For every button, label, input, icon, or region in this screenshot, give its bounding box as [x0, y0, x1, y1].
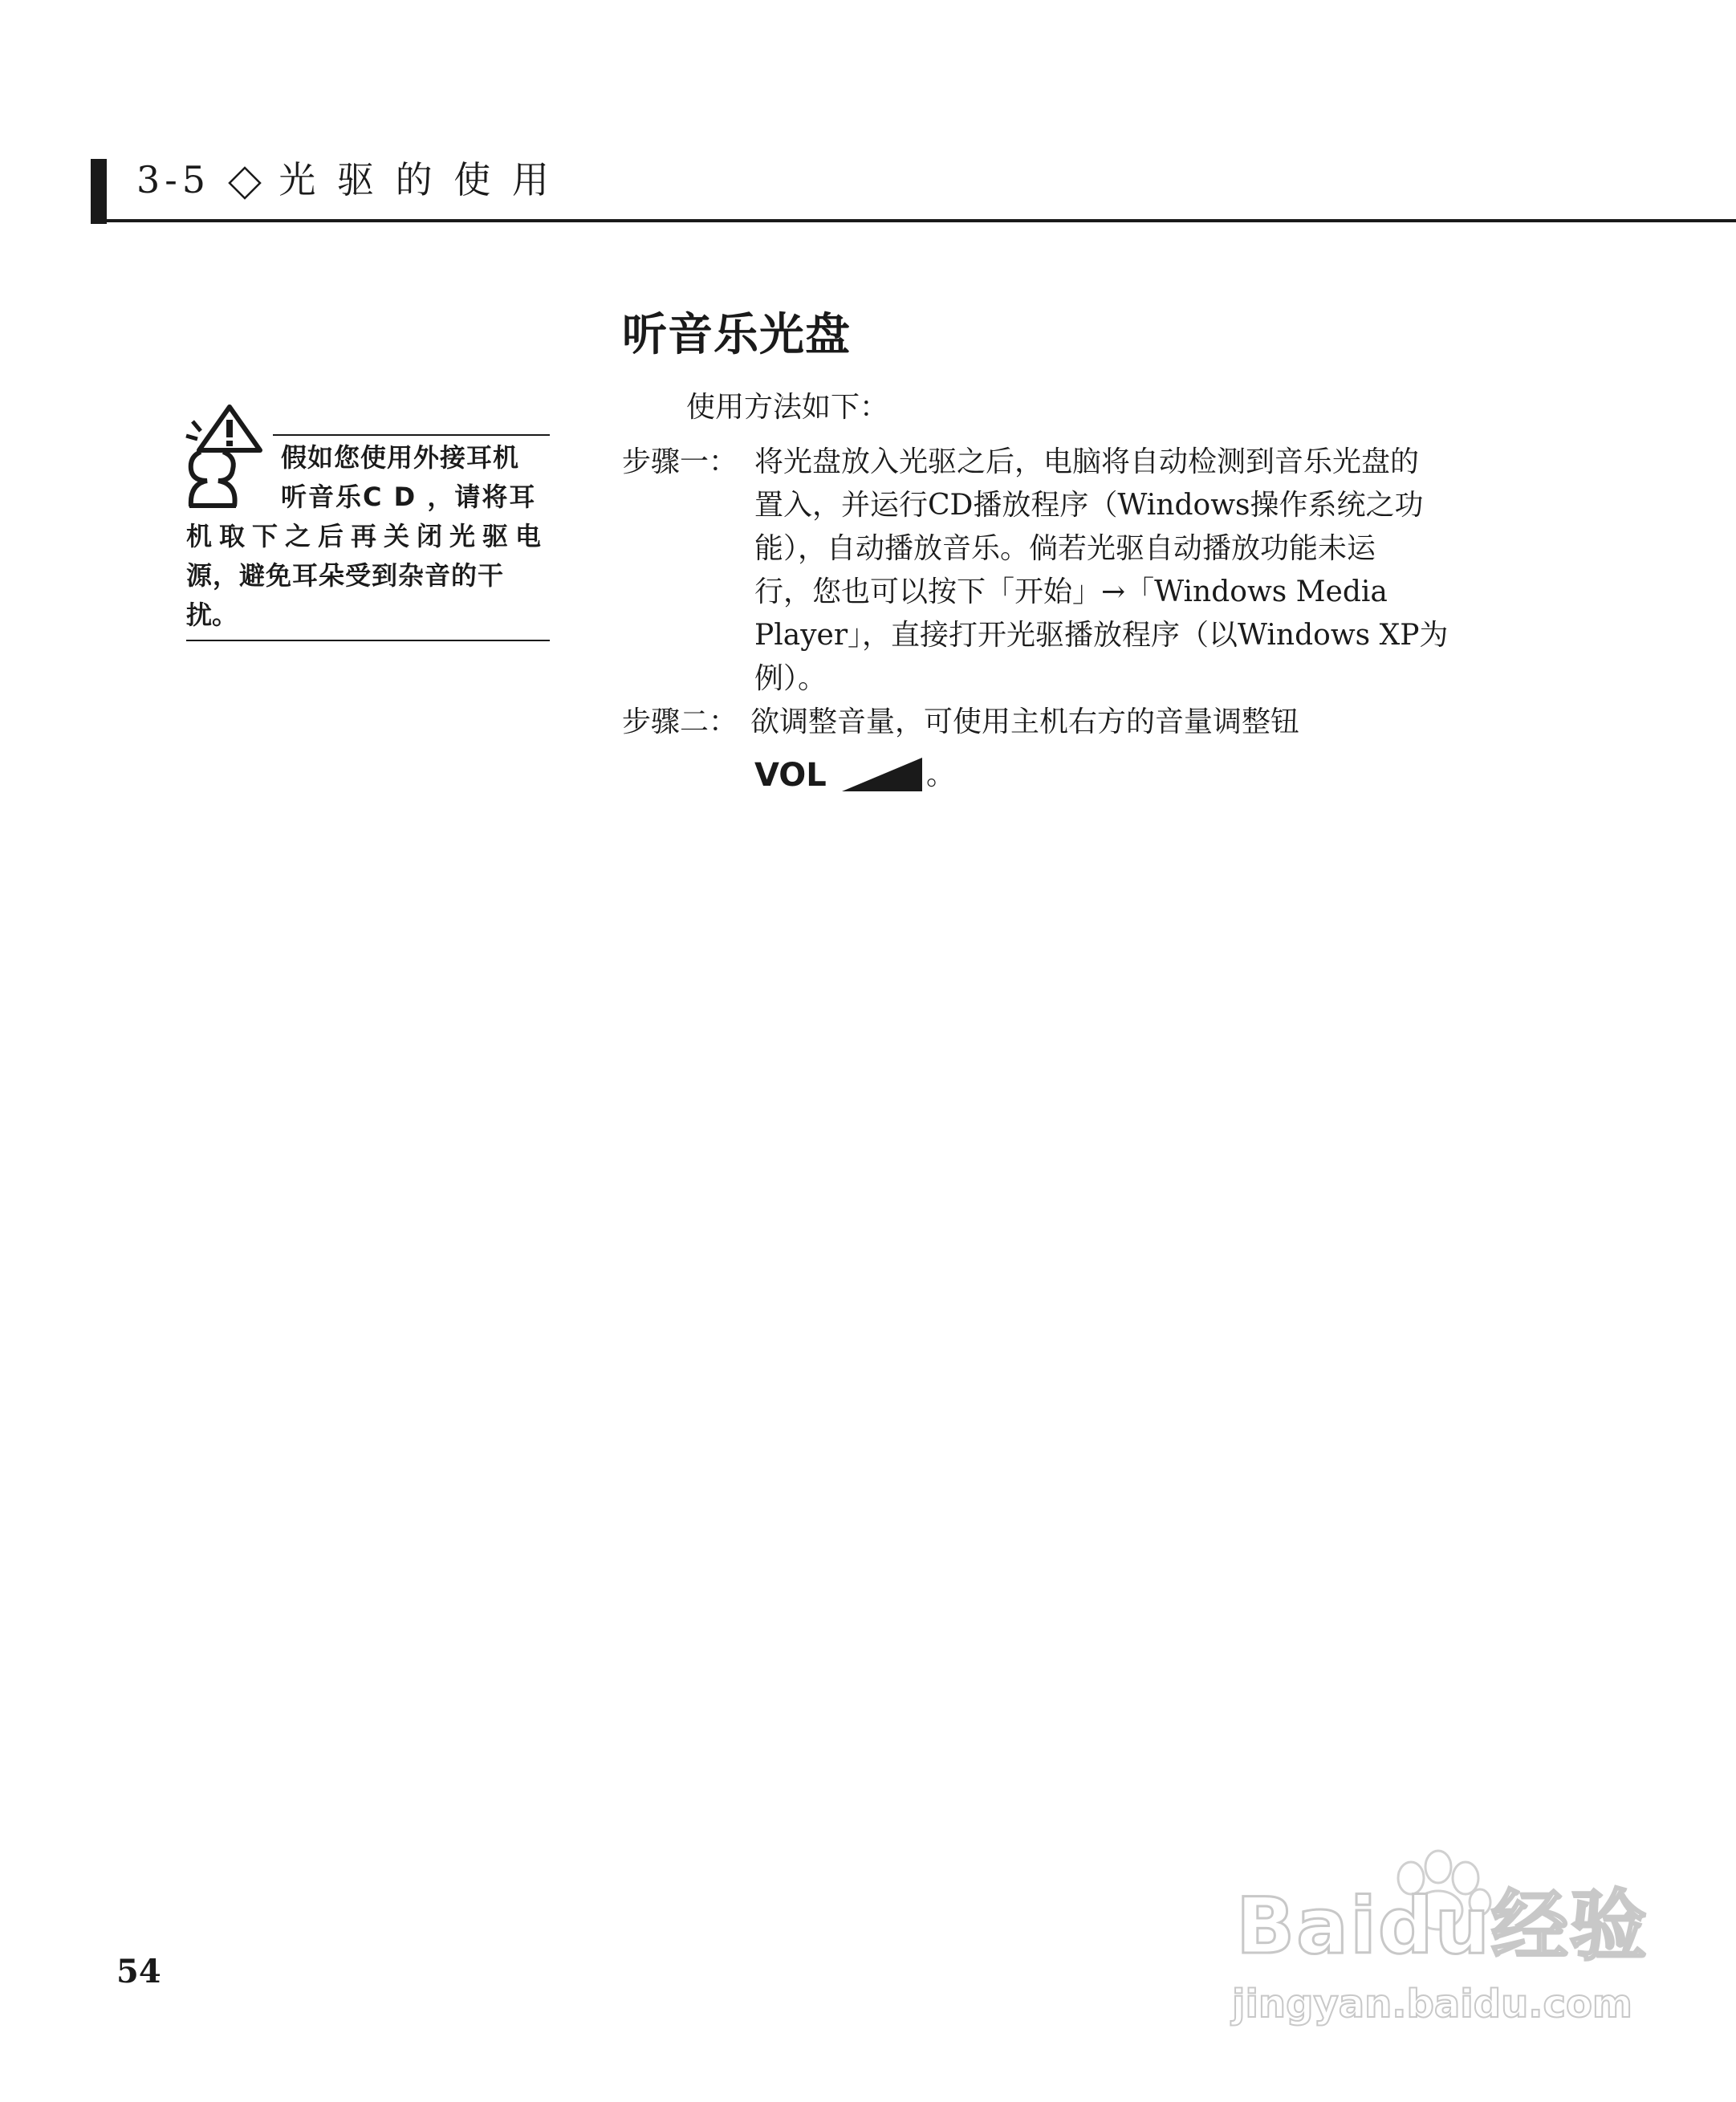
- step1-line: 行，您也可以按下「开始」→「Windows Media: [754, 575, 1388, 608]
- section-number: 3-5: [136, 158, 211, 201]
- watermark-brand: Baidu经验: [1236, 1881, 1649, 1971]
- vol-label: VOL: [754, 757, 827, 794]
- step1-line: Player」，直接打开光驱播放程序（以Windows XP为: [754, 619, 1449, 652]
- vol-end-mark: 。: [925, 758, 955, 791]
- note-rule-bottom: [186, 640, 550, 641]
- intro-text: 使用方法如下：: [686, 391, 889, 424]
- note-line: 假如您使用外接耳机: [281, 442, 520, 473]
- step1-line: 将光盘放入光驱之后，电脑将自动检测到音乐光盘的: [754, 445, 1420, 478]
- section-title: 光 驱 的 使 用: [278, 158, 554, 201]
- note-line: 源，避免耳朵受到杂音的干: [186, 560, 505, 591]
- note-line: 机取下之后再关闭光驱电: [186, 521, 549, 551]
- volume-wedge-icon: [842, 758, 922, 791]
- note-rule-top: [273, 434, 550, 436]
- warning-person-icon: [183, 404, 271, 508]
- header-rule: [91, 219, 1736, 222]
- watermark-url: jingyan.baidu.com: [1232, 1982, 1632, 2027]
- section-header: [136, 154, 554, 205]
- step1-line: 例）。: [754, 662, 827, 695]
- diamond-icon: [227, 165, 262, 201]
- page-number: 54: [116, 1953, 161, 1990]
- step2-text: 欲调整音量，可使用主机右方的音量调整钮: [750, 705, 1300, 738]
- step1-line: 置入，并运行CD播放程序（Windows操作系统之功: [754, 489, 1424, 522]
- volume-control-figure: [754, 754, 955, 803]
- step1-line: 能），自动播放音乐。倘若光驱自动播放功能未运: [754, 532, 1376, 565]
- step1-label: 步骤一：: [622, 445, 738, 478]
- note-line: 听音乐C D ，请将耳: [281, 482, 537, 512]
- header-bar: [91, 159, 107, 224]
- note-line: 扰。: [186, 600, 238, 630]
- step2-label: 步骤二：: [622, 705, 738, 738]
- page-title: 听音乐光盘: [622, 309, 851, 361]
